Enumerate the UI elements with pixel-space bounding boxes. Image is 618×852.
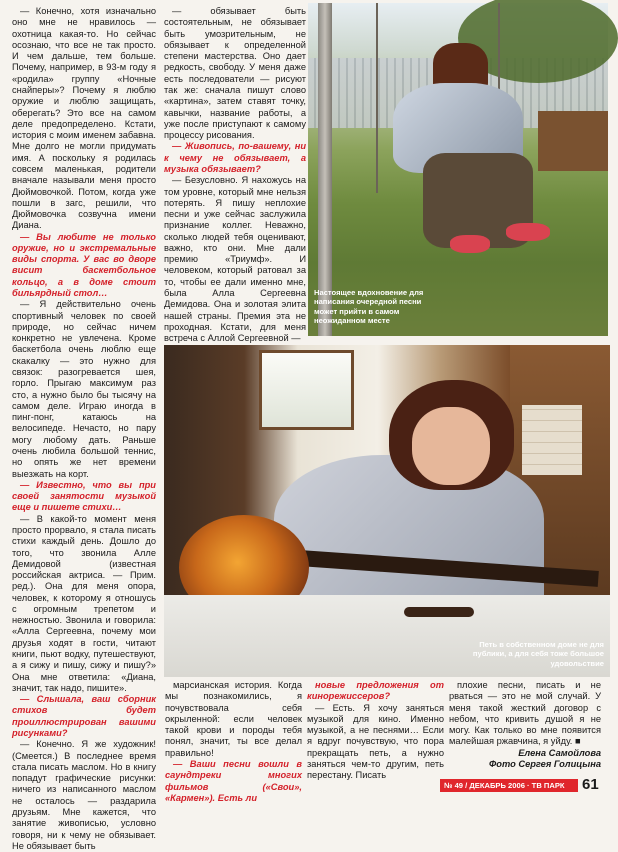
answer-paragraph: — обязывает быть состоятельным, не обязывает быть умозрительным, не обязывает к определенной степени мастерства. Оно дает редкость, свободу. У меня даже есть последователи — рисуют так же: сначала пишут слово «картина», затем ставят точку, кавычки, название работы, а уже после приступают к самому процессу рисования. xyxy=(164,6,306,141)
page-number: 61 xyxy=(582,776,599,793)
photo-swing xyxy=(308,3,608,336)
question-paragraph: — Известно, что вы при своей занятости музыкой еще и пишете стихи… xyxy=(12,479,156,513)
byline: Фото Сергея Голицына xyxy=(489,758,601,769)
question-paragraph: — Слышала, ваш сборник стихов будет проиллюстрирован вашими рисунками? xyxy=(12,694,156,738)
page-footer xyxy=(440,776,610,794)
question-paragraph: новые предложения от кинорежиссеров? xyxy=(307,680,444,702)
article-column-1 xyxy=(12,6,156,851)
question-paragraph: — Живопись, по-вашему, ни к чему не обязывает, а музыка обязывает? xyxy=(164,141,306,174)
answer-paragraph: — Есть. Я хочу заняться музыкой для кино. Именно музыкой, а не песнями… Если я вдруг почувствую, что пора прекращать петь, а нужно заняться чем-то другим, петь перестану. Писать xyxy=(307,702,444,781)
issue-label: № 49 / ДЕКАБРЬ 2006 · ТВ ПАРК xyxy=(440,779,578,792)
answer-paragraph: — Конечно, хотя изначально оно мне не нравилось — охотница какая-то. Но сейчас осознаю, что все не так просто. И чем дальше, тем больше. Почему, например, в 93-м году я «родила» группу «Ночные снайперы»? Почему я люблю оружие и люблю защищать, оберегать? Это все на самом деле предопределено. Кстати, история с моим именем забавна. Мне долго не могли придумать имя. А поскольку я родилась совсем маленькая, родители вначале называли меня просто Дюймовочкой. Потом, когда уже пошли в загс, решили, что Дюймовочка созвучна имени Диана. xyxy=(12,6,156,231)
answer-paragraph: плохие песни, писать и не рваться — это не мой случай. У меня такой жесткий договор с небом, что кривить душой я не могу. Как только во мне появится малейшая ржавчина, я уйду. ■ xyxy=(449,680,601,747)
photo-caption-swing: Настоящее вдохновение для написания очередной песни может прийти в самом неожиданном месте xyxy=(314,288,424,326)
question-paragraph: — Ваши песни вошли в саундтреки многих фильмов («Свои», «Кармен»). Есть ли xyxy=(165,758,302,803)
question-paragraph: — Вы любите не только оружие, но и экстремальные виды спорта. У вас во дворе висит баскетбольное кольцо, а в доме стоит бильярдный стол… xyxy=(12,231,156,299)
answer-paragraph: марсианская история. Когда мы познакомились, я почувствовала себя окрыленной: если человек такой крови и породы тебя понял, значит, ты все делал правильно! xyxy=(165,680,302,758)
byline: Елена Самойлова xyxy=(518,747,601,758)
answer-paragraph: — В какой-то момент меня просто прорвало, я стала писать стихи каждый день. Дошло до того, что звонила Алле Демидовой (известная российская актриса. — Прим. ред.). Она для меня опора, человек, к которому я отношусь с огромным трепетом и нежностью. Звонила и говорила: «Алла Сергеевна, почему мои друзья ходят в гости, читают книги, пьют водку, путешествуют, а я сижу и пишу, сижу и пишу?» Она мне ответила: «Диана, значит, так надо, пишите». xyxy=(12,513,156,693)
photo-caption-guitar: Петь в собственном доме не для публики, а для себя тоже большое удовольствие xyxy=(472,640,604,668)
photo-guitar xyxy=(164,345,610,677)
article-column-3c xyxy=(449,680,601,772)
article-column-3a xyxy=(165,680,302,803)
article-column-2 xyxy=(164,6,306,344)
article-column-3b xyxy=(307,680,444,781)
answer-paragraph: — Конечно. Я же художник! (Смеется.) В последнее время стала писать маслом. Но в книгу попадут графические рисунки: ничего из написанного маслом не осталось — раздарила друзьям. Мне кажется, что занятие живописью, условно говоря, ни к чему не обязывает. Не обязывает быть xyxy=(12,739,156,851)
answer-paragraph: — Безусловно. Я нахожусь на том уровне, который мне нельзя потерять. Я пишу неплохие песни и уже сейчас заслужила признание коллег. Неважно, сколько людей тебя оценивают, важно, кто они. Мне дали премию «Триумф». И человеком, который ратовал за то, чтобы ее дали именно мне, была Алла Сергеевна Демидова. Она и золотая элита нашей страны. Премия эта не проходная. Кстати, для меня встреча с Аллой Сергеевной — xyxy=(164,175,306,344)
answer-paragraph: — Я действительно очень спортивный человек по своей природе, но сейчас ничем конкретно не увлечена. Кроме баскетбола очень люблю еще скакалку — это нужно для связок: разогревается шея, горло. Прыгаю максимум раз сто, а нужно было бы тысячу на самом деле. Играю иногда в пинг-понг, катаюсь на велосипеде. Нечасто, но пару могу любому дать. Раньше очень любила большой теннис, но опять же нет времени выезжать на корт. xyxy=(12,299,156,479)
